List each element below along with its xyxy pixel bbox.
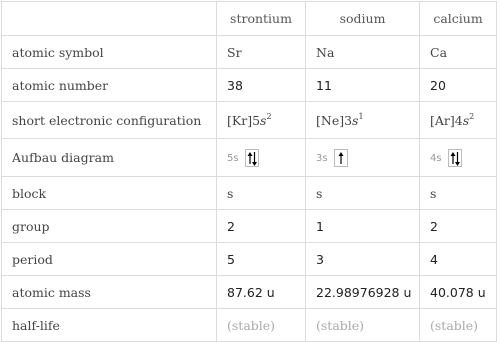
row-block <box>2 177 497 210</box>
cell-strontium <box>217 139 306 177</box>
row-label: atomic symbol <box>2 36 217 69</box>
cell-calcium <box>420 102 497 139</box>
row-atomic-mass <box>2 276 497 309</box>
cell-sodium: 3 <box>306 243 420 276</box>
config-orbital: s <box>260 112 267 128</box>
aufbau-diagram <box>227 149 259 167</box>
config-orbital: s <box>352 112 359 128</box>
electron-arrows <box>335 150 347 166</box>
header-empty <box>2 2 217 36</box>
row-label: half-life <box>2 309 217 342</box>
cell-calcium: 4 <box>420 243 497 276</box>
element-comparison-table <box>1 1 497 342</box>
spin-up-arrow-icon <box>338 152 343 164</box>
cell-sodium: (stable) <box>306 309 420 342</box>
config-core: [Ne] <box>316 112 345 128</box>
row-atomic-number <box>2 69 497 102</box>
electron-arrows <box>449 150 461 166</box>
header-row <box>2 2 497 36</box>
cell-calcium: (stable) <box>420 309 497 342</box>
cell-strontium: Sr <box>217 36 306 69</box>
cell-sodium: 11 <box>306 69 420 102</box>
row-label: period <box>2 243 217 276</box>
spin-down-arrow-icon <box>252 152 257 166</box>
config-count: 2 <box>469 111 475 121</box>
row-label: group <box>2 210 217 243</box>
aufbau-orbital-label: 4s <box>430 152 442 164</box>
cell-calcium: s <box>420 177 497 210</box>
cell-calcium <box>420 139 497 177</box>
cell-calcium: 2 <box>420 210 497 243</box>
cell-sodium: Na <box>306 36 420 69</box>
header-strontium: strontium <box>217 2 306 36</box>
orbital-box <box>448 149 462 167</box>
config-orbital: s <box>462 112 470 128</box>
row-period <box>2 243 497 276</box>
spin-up-arrow-icon <box>247 152 252 164</box>
spin-up-arrow-icon <box>450 152 455 164</box>
cell-sodium: s <box>306 177 420 210</box>
row-aufbau-diagram <box>2 139 497 177</box>
header-sodium: sodium <box>306 2 420 36</box>
row-label: block <box>2 177 217 210</box>
config-count: 2 <box>266 111 272 121</box>
row-half-life <box>2 309 497 342</box>
cell-strontium: (stable) <box>217 309 306 342</box>
config-core: [Ar] <box>430 112 455 128</box>
cell-strontium: 5 <box>217 243 306 276</box>
aufbau-orbital-label: 5s <box>227 152 239 164</box>
orbital-box <box>245 149 259 167</box>
cell-sodium <box>306 102 420 139</box>
row-electronic-configuration <box>2 102 497 139</box>
cell-strontium <box>217 102 306 139</box>
row-label: atomic number <box>2 69 217 102</box>
config-shell: 5 <box>252 112 261 128</box>
cell-sodium <box>306 139 420 177</box>
aufbau-diagram <box>316 149 348 167</box>
cell-strontium: 38 <box>217 69 306 102</box>
cell-calcium: 40.078 u <box>420 276 497 309</box>
config-core: [Kr] <box>227 112 253 128</box>
config-shell: 4 <box>454 112 463 128</box>
aufbau-orbital-label: 3s <box>316 152 328 164</box>
row-atomic-symbol <box>2 36 497 69</box>
spin-down-arrow-icon <box>455 152 460 166</box>
orbital-box <box>334 149 348 167</box>
cell-sodium: 22.98976928 u <box>306 276 420 309</box>
header-calcium: calcium <box>420 2 497 36</box>
row-label: Aufbau diagram <box>2 139 217 177</box>
config-count: 1 <box>358 111 364 121</box>
cell-strontium: 87.62 u <box>217 276 306 309</box>
cell-calcium: Ca <box>420 36 497 69</box>
cell-strontium: 2 <box>217 210 306 243</box>
row-label: atomic mass <box>2 276 217 309</box>
row-label: short electronic configuration <box>2 102 217 139</box>
electron-arrows <box>246 150 258 166</box>
cell-strontium: s <box>217 177 306 210</box>
aufbau-diagram <box>430 149 462 167</box>
cell-calcium: 20 <box>420 69 497 102</box>
row-group <box>2 210 497 243</box>
cell-sodium: 1 <box>306 210 420 243</box>
config-shell: 3 <box>344 112 353 128</box>
